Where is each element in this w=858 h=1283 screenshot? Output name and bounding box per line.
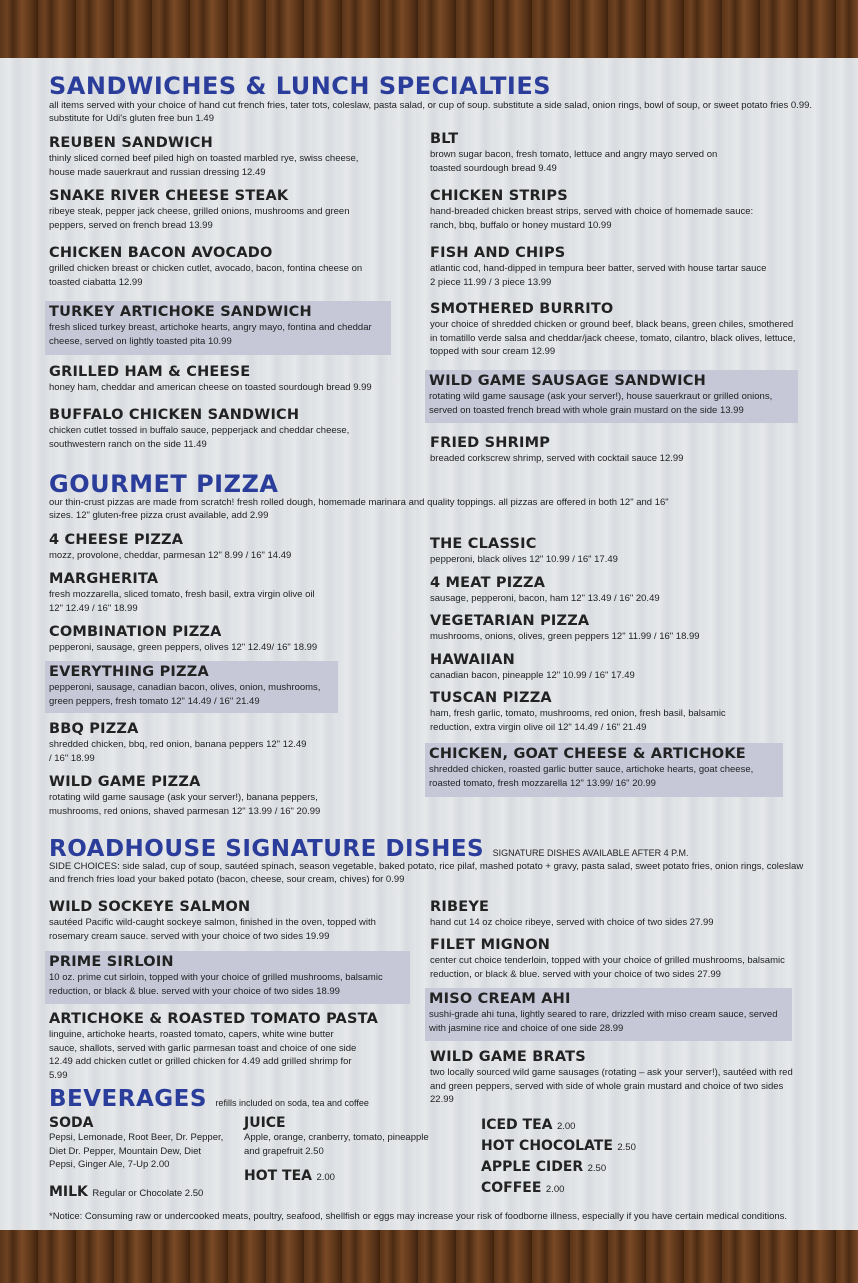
item-name: FISH AND CHIPS — [430, 245, 566, 261]
item-name: PRIME SIRLOIN — [49, 954, 174, 970]
menu-item-featured — [45, 661, 338, 713]
menu-item — [430, 689, 730, 734]
section-title-text: ROADHOUSE SIGNATURE DISHES — [49, 836, 485, 862]
item-name: COMBINATION PIZZA — [49, 624, 222, 640]
item-desc: canadian bacon, pineapple 12" 10.99 / 16" 17.49 — [430, 670, 635, 681]
item-desc: atlantic cod, hand-dipped in tempura beer batter, served with house tartar sauce 2 piece 11.99 / 3 piece 13.99 — [430, 263, 767, 288]
menu-item — [49, 244, 379, 289]
item-name: WILD SOCKEYE SALMON — [49, 899, 251, 915]
menu-item-featured — [425, 743, 783, 797]
menu-item — [49, 406, 389, 451]
beverage-juice — [244, 1115, 444, 1158]
menu-item — [430, 574, 760, 606]
menu-item — [49, 570, 319, 615]
signature-note: SIGNATURE DISHES AVAILABLE AFTER 4 P.M. — [492, 848, 689, 858]
item-name: CHICKEN, GOAT CHEESE & ARTICHOKE — [429, 746, 746, 762]
item-desc: fresh sliced turkey breast, artichoke hearts, angry mayo, fontina and cheddar cheese, served on lightly toasted pita 10.99 — [49, 322, 372, 347]
beverage-hot-tea — [244, 1167, 444, 1185]
menu-item — [49, 720, 309, 765]
menu-item — [49, 1010, 379, 1082]
item-name: WILD GAME BRATS — [430, 1049, 586, 1065]
menu-item — [430, 1048, 800, 1107]
item-name: RIBEYE — [430, 899, 490, 915]
item-name: MISO CREAM AHI — [429, 991, 571, 1007]
item-name: 4 CHEESE PIZZA — [49, 532, 184, 548]
item-name: BBQ PIZZA — [49, 721, 139, 737]
menu-item — [430, 130, 750, 175]
item-name: CHICKEN BACON AVOCADO — [49, 245, 273, 261]
item-desc: shredded chicken, roasted garlic butter sauce, artichoke hearts, goat cheese, roasted tomato, fresh mozzarella 12" 13.99/ 16" 20.99 — [429, 764, 754, 789]
menu-item-featured — [425, 988, 792, 1041]
beverage-iced-tea — [481, 1116, 731, 1134]
item-desc: hand cut 14 oz choice ribeye, served with choice of two sides 27.99 — [430, 917, 714, 928]
item-name: WILD GAME PIZZA — [49, 774, 201, 790]
item-desc: Pepsi, Lemonade, Root Beer, Dr. Pepper, Diet Dr. Pepper, Mountain Dew, Diet Pepsi, Ginger Ale, 7-Up 2.00 — [49, 1132, 224, 1170]
item-name: JUICE — [244, 1115, 286, 1131]
menu-item-featured — [45, 301, 391, 355]
item-desc: hand-breaded chicken breast strips, served with choice of homemade sauce: ranch, bbq, buffalo or honey mustard 10.99 — [430, 206, 754, 231]
item-name: CHICKEN STRIPS — [430, 188, 568, 204]
item-desc: center cut choice tenderloin, topped with your choice of grilled mushrooms, balsamic reduction, or black & blue. served with your choice of two sides 27.99 — [430, 955, 785, 980]
menu-item — [49, 187, 379, 232]
menu-item-featured — [425, 370, 798, 423]
beverage-milk — [49, 1183, 249, 1201]
menu-item — [49, 773, 369, 818]
beverage-hot-chocolate — [481, 1137, 731, 1155]
item-name: SMOTHERED BURRITO — [430, 301, 614, 317]
item-desc: pepperoni, sausage, canadian bacon, olives, onion, mushrooms, green peppers, fresh tomato 12" 14.49 / 16" 21.49 — [49, 682, 321, 707]
item-desc: sausage, pepperoni, bacon, ham 12" 13.49 / 16" 20.49 — [430, 593, 660, 604]
item-name: THE CLASSIC — [430, 536, 537, 552]
item-desc: fresh mozzarella, sliced tomato, fresh basil, extra virgin olive oil 12" 12.49 / 16" 18.99 — [49, 589, 315, 614]
wood-border-top — [0, 0, 858, 58]
menu-item — [430, 535, 760, 567]
item-name: BUFFALO CHICKEN SANDWICH — [49, 407, 300, 423]
item-desc: shredded chicken, bbq, red onion, banana peppers 12" 12.49 / 16" 18.99 — [49, 739, 307, 764]
item-price: 2.50 — [617, 1142, 636, 1153]
item-name: HOT CHOCOLATE — [481, 1138, 613, 1154]
item-name: FILET MIGNON — [430, 937, 551, 953]
item-desc: chicken cutlet tossed in buffalo sauce, pepperjack and cheddar cheese, southwestern ranch on the side 11.49 — [49, 425, 350, 450]
item-name: FRIED SHRIMP — [430, 435, 551, 451]
item-desc: brown sugar bacon, fresh tomato, lettuce and angry mayo served on toasted sourdough bread 9.49 — [430, 149, 718, 174]
beverage-coffee — [481, 1179, 731, 1197]
item-name: APPLE CIDER — [481, 1159, 584, 1175]
item-desc: sushi-grade ahi tuna, lightly seared to rare, drizzled with miso cream sauce, served with jasmine rice and choice of one side 28.99 — [429, 1009, 778, 1034]
menu-item — [430, 300, 800, 359]
item-desc: linguine, artichoke hearts, roasted tomato, capers, white wine butter sauce, shallots, served with garlic parmesan toast and choice of one side 12.49 add chicken cutlet or grilled chicken for 4.49 add grilled shrimp for 5.99 — [49, 1029, 357, 1081]
item-price: 2.00 — [556, 1121, 576, 1132]
item-name: EVERYTHING PIZZA — [49, 664, 209, 680]
item-name: COFFEE — [481, 1180, 542, 1196]
menu-item — [49, 363, 389, 395]
food-safety-notice: *Notice: Consuming raw or undercooked meats, poultry, seafood, shellfish or eggs may increase your risk of foodborne illness, especially if you have certain medical conditions. — [49, 1211, 788, 1222]
item-name: SODA — [49, 1115, 94, 1131]
item-name: HAWAIIAN — [430, 652, 516, 668]
menu-item — [430, 434, 790, 466]
item-name: SNAKE RIVER CHEESE STEAK — [49, 188, 289, 204]
item-name: TURKEY ARTICHOKE SANDWICH — [49, 304, 312, 320]
menu-item — [430, 612, 770, 644]
beverage-apple-cider — [481, 1158, 731, 1176]
item-desc: thinly sliced corned beef piled high on toasted marbled rye, swiss cheese, house made sauerkraut and russian dressing 12.49 — [49, 153, 359, 178]
pizza-intro: our thin-crust pizzas are made from scratch! fresh rolled dough, homemade marinara and quality toppings. all pizzas are offered in both 12" and 16" sizes. 12" gluten-free pizza crust available, add 2.99 — [49, 497, 669, 521]
item-name: REUBEN SANDWICH — [49, 135, 213, 151]
item-desc: 10 oz. prime cut sirloin, topped with your choice of grilled mushrooms, balsamic reduction, or black & blue. served with your choice of two sides 18.99 — [49, 972, 383, 997]
item-desc: two locally sourced wild game sausages (rotating – ask your server!), sautéed with red and green peppers, served with side of whole grain mustard and choice of two sides 22.99 — [430, 1067, 793, 1105]
menu-item — [430, 244, 770, 289]
item-desc: mushrooms, onions, olives, green peppers 12" 11.99 / 16" 18.99 — [430, 631, 700, 642]
item-name: TUSCAN PIZZA — [430, 690, 552, 706]
item-desc: ribeye steak, pepper jack cheese, grilled onions, mushrooms and green peppers, served on french bread 13.99 — [49, 206, 350, 231]
signature-intro: SIDE CHOICES: side salad, cup of soup, sautéed spinach, season vegetable, baked potato, rice pilaf, mashed potato + gravy, pasta salad, sweet potato fries, onion rings, coleslaw and french fries load your baked potato (bacon, cheese, sour cream, chives) for 0.99 — [49, 861, 804, 885]
item-price: 2.00 — [545, 1184, 565, 1195]
item-name: WILD GAME SAUSAGE SANDWICH — [429, 373, 706, 389]
menu-item — [49, 134, 379, 179]
item-price: 2.50 — [587, 1163, 607, 1174]
item-desc: rotating wild game sausage (ask your server!), banana peppers, mushrooms, red onions, shaved parmesan 12" 13.99 / 16" 20.99 — [49, 792, 321, 817]
item-price: 2.00 — [316, 1172, 335, 1183]
section-title-pizza: GOURMET PIZZA — [49, 470, 279, 498]
sandwiches-intro: all items served with your choice of hand cut french fries, tater tots, coleslaw, pasta salad, or cup of soup. substitute a side salad, onion rings, bowl of soup, or sweet potato fries 0.99. substitute for Udi's gluten free bun 1.49 — [49, 100, 813, 124]
item-name: BLT — [430, 131, 459, 147]
item-name: 4 MEAT PIZZA — [430, 575, 546, 591]
item-desc: grilled chicken breast or chicken cutlet, avocado, bacon, fontina cheese on toasted ciabatta 12.99 — [49, 263, 363, 288]
item-desc: rotating wild game sausage (ask your server!), house sauerkraut or grilled onions, served on toasted french bread with whole grain mustard on the side 13.99 — [429, 391, 773, 416]
section-title-beverages — [49, 1086, 369, 1112]
item-name: GRILLED HAM & CHEESE — [49, 364, 251, 380]
menu-item — [430, 651, 760, 683]
menu-item-featured — [45, 951, 410, 1004]
beverage-soda — [49, 1115, 229, 1172]
beverages-note: refills included on soda, tea and coffee — [215, 1098, 369, 1108]
menu-item — [430, 898, 780, 930]
menu-item — [49, 531, 379, 563]
item-desc: pepperoni, sausage, green peppers, olives 12" 12.49/ 16" 18.99 — [49, 642, 318, 653]
menu-item — [49, 898, 399, 943]
section-title-sandwiches: SANDWICHES & LUNCH SPECIALTIES — [49, 72, 552, 100]
item-desc: pepperoni, black olives 12" 10.99 / 16" 17.49 — [430, 554, 618, 565]
wood-border-bottom — [0, 1230, 858, 1283]
section-title-signature — [49, 836, 689, 862]
section-title-text: BEVERAGES — [49, 1086, 207, 1112]
item-name: VEGETARIAN PIZZA — [430, 613, 590, 629]
item-name: ICED TEA — [481, 1117, 553, 1133]
item-desc: ham, fresh garlic, tomato, mushrooms, red onion, fresh basil, balsamic reduction, extra virgin olive oil 12" 14.49 / 16" 21.49 — [430, 708, 726, 733]
item-desc: your choice of shredded chicken or ground beef, black beans, green chiles, smothered in tomatillo verde salsa and cheddar/jack cheese, tomato, cilantro, black olives, lettuce, topped with sour cream 12.99 — [430, 319, 796, 357]
item-desc: Regular or Chocolate 2.50 — [92, 1188, 204, 1199]
item-desc: breaded corkscrew shrimp, served with cocktail sauce 12.99 — [430, 453, 684, 464]
menu-item — [49, 623, 379, 655]
item-name: ARTICHOKE & ROASTED TOMATO PASTA — [49, 1011, 379, 1027]
item-desc: mozz, provolone, cheddar, parmesan 12" 8.99 / 16" 14.49 — [49, 550, 292, 561]
item-desc: sautéed Pacific wild-caught sockeye salmon, finished in the oven, topped with rosemary cream sauce. served with your choice of two sides 19.99 — [49, 917, 376, 942]
item-name: MARGHERITA — [49, 571, 159, 587]
item-desc: Apple, orange, cranberry, tomato, pineapple and grapefruit 2.50 — [244, 1132, 429, 1157]
menu-item — [430, 936, 810, 981]
item-name: MILK — [49, 1184, 88, 1200]
menu-item — [430, 187, 770, 232]
item-name: HOT TEA — [244, 1168, 312, 1184]
item-desc: honey ham, cheddar and american cheese on toasted sourdough bread 9.99 — [49, 382, 372, 393]
